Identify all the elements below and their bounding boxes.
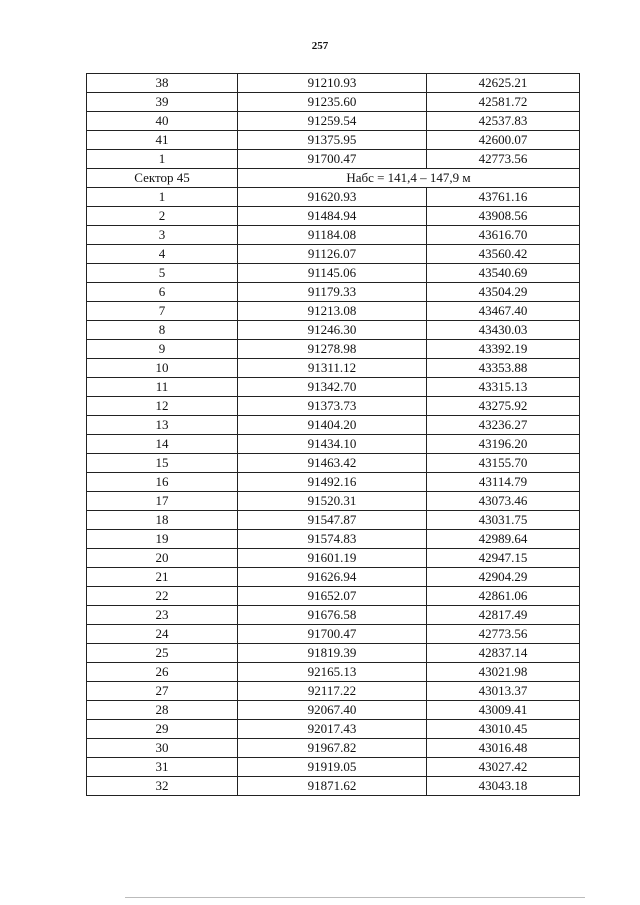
x-coordinate-cell: 91404.20	[238, 416, 427, 435]
point-number-cell: 15	[87, 454, 238, 473]
x-coordinate-cell: 91311.12	[238, 359, 427, 378]
rows-after-sector	[87, 188, 580, 796]
y-coordinate-cell: 43353.88	[427, 359, 580, 378]
coordinates-table	[86, 73, 580, 796]
x-coordinate-cell: 91547.87	[238, 511, 427, 530]
point-number-cell: 24	[87, 625, 238, 644]
y-coordinate-cell: 43616.70	[427, 226, 580, 245]
table-row	[87, 188, 580, 207]
y-coordinate-cell: 42581.72	[427, 93, 580, 112]
x-coordinate-cell: 91463.42	[238, 454, 427, 473]
y-coordinate-cell: 43540.69	[427, 264, 580, 283]
point-number-cell: 23	[87, 606, 238, 625]
y-coordinate-cell: 42537.83	[427, 112, 580, 131]
point-number-cell: 30	[87, 739, 238, 758]
x-coordinate-cell: 91520.31	[238, 492, 427, 511]
y-coordinate-cell: 43430.03	[427, 321, 580, 340]
point-number-cell: 40	[87, 112, 238, 131]
y-coordinate-cell: 43392.19	[427, 340, 580, 359]
y-coordinate-cell: 43073.46	[427, 492, 580, 511]
y-coordinate-cell: 43560.42	[427, 245, 580, 264]
y-coordinate-cell: 42989.64	[427, 530, 580, 549]
y-coordinate-cell: 42773.56	[427, 625, 580, 644]
y-coordinate-cell: 43236.27	[427, 416, 580, 435]
y-coordinate-cell: 43275.92	[427, 397, 580, 416]
point-number-cell: 22	[87, 587, 238, 606]
table-row	[87, 549, 580, 568]
x-coordinate-cell: 91967.82	[238, 739, 427, 758]
table-row	[87, 264, 580, 283]
x-coordinate-cell: 91700.47	[238, 150, 427, 169]
x-coordinate-cell: 91484.94	[238, 207, 427, 226]
table-row	[87, 454, 580, 473]
table-row	[87, 473, 580, 492]
y-coordinate-cell: 43196.20	[427, 435, 580, 454]
table-row	[87, 416, 580, 435]
table-row	[87, 93, 580, 112]
table-row	[87, 644, 580, 663]
table-row	[87, 150, 580, 169]
x-coordinate-cell: 91259.54	[238, 112, 427, 131]
x-coordinate-cell: 91700.47	[238, 625, 427, 644]
x-coordinate-cell: 92067.40	[238, 701, 427, 720]
table-row	[87, 397, 580, 416]
table-row	[87, 720, 580, 739]
y-coordinate-cell: 42861.06	[427, 587, 580, 606]
point-number-cell: 2	[87, 207, 238, 226]
point-number-cell: 16	[87, 473, 238, 492]
y-coordinate-cell: 43315.13	[427, 378, 580, 397]
sector-header-group	[87, 169, 580, 188]
x-coordinate-cell: 91184.08	[238, 226, 427, 245]
x-coordinate-cell: 91626.94	[238, 568, 427, 587]
x-coordinate-cell: 91246.30	[238, 321, 427, 340]
x-coordinate-cell: 91213.08	[238, 302, 427, 321]
table-row	[87, 625, 580, 644]
point-number-cell: 1	[87, 150, 238, 169]
y-coordinate-cell: 43043.18	[427, 777, 580, 796]
table-row	[87, 302, 580, 321]
y-coordinate-cell: 43031.75	[427, 511, 580, 530]
x-coordinate-cell: 91373.73	[238, 397, 427, 416]
table-row	[87, 492, 580, 511]
table-row	[87, 359, 580, 378]
point-number-cell: 25	[87, 644, 238, 663]
sector-label: Сектор 45	[87, 169, 238, 188]
y-coordinate-cell: 43761.16	[427, 188, 580, 207]
point-number-cell: 12	[87, 397, 238, 416]
point-number-cell: 9	[87, 340, 238, 359]
point-number-cell: 13	[87, 416, 238, 435]
x-coordinate-cell: 91278.98	[238, 340, 427, 359]
x-coordinate-cell: 91145.06	[238, 264, 427, 283]
y-coordinate-cell: 43504.29	[427, 283, 580, 302]
y-coordinate-cell: 43013.37	[427, 682, 580, 701]
x-coordinate-cell: 91652.07	[238, 587, 427, 606]
table-row	[87, 321, 580, 340]
table-row	[87, 435, 580, 454]
point-number-cell: 8	[87, 321, 238, 340]
point-number-cell: 6	[87, 283, 238, 302]
y-coordinate-cell: 42817.49	[427, 606, 580, 625]
point-number-cell: 26	[87, 663, 238, 682]
point-number-cell: 41	[87, 131, 238, 150]
x-coordinate-cell: 91375.95	[238, 131, 427, 150]
table-row	[87, 606, 580, 625]
x-coordinate-cell: 91210.93	[238, 74, 427, 93]
point-number-cell: 31	[87, 758, 238, 777]
x-coordinate-cell: 91434.10	[238, 435, 427, 454]
page-number: 257	[311, 40, 329, 52]
table-row	[87, 682, 580, 701]
x-coordinate-cell: 92017.43	[238, 720, 427, 739]
x-coordinate-cell: 91342.70	[238, 378, 427, 397]
x-coordinate-cell: 92165.13	[238, 663, 427, 682]
table-row	[87, 739, 580, 758]
table-row	[87, 245, 580, 264]
point-number-cell: 32	[87, 777, 238, 796]
table-row	[87, 340, 580, 359]
x-coordinate-cell: 91601.19	[238, 549, 427, 568]
point-number-cell: 17	[87, 492, 238, 511]
y-coordinate-cell: 43009.41	[427, 701, 580, 720]
y-coordinate-cell: 42625.21	[427, 74, 580, 93]
y-coordinate-cell: 43467.40	[427, 302, 580, 321]
y-coordinate-cell: 42947.15	[427, 549, 580, 568]
table-row	[87, 777, 580, 796]
y-coordinate-cell: 43155.70	[427, 454, 580, 473]
x-coordinate-cell: 91574.83	[238, 530, 427, 549]
y-coordinate-cell: 42773.56	[427, 150, 580, 169]
point-number-cell: 10	[87, 359, 238, 378]
y-coordinate-cell: 42904.29	[427, 568, 580, 587]
table-row	[87, 530, 580, 549]
table-row	[87, 378, 580, 397]
table-row	[87, 568, 580, 587]
table-row	[87, 758, 580, 777]
rows-before-sector	[87, 74, 580, 169]
y-coordinate-cell: 43908.56	[427, 207, 580, 226]
y-coordinate-cell: 43021.98	[427, 663, 580, 682]
table-row	[87, 74, 580, 93]
x-coordinate-cell: 91179.33	[238, 283, 427, 302]
point-number-cell: 14	[87, 435, 238, 454]
point-number-cell: 39	[87, 93, 238, 112]
table-row	[87, 701, 580, 720]
point-number-cell: 27	[87, 682, 238, 701]
table-row	[87, 587, 580, 606]
point-number-cell: 1	[87, 188, 238, 207]
point-number-cell: 3	[87, 226, 238, 245]
sector-header-row	[87, 169, 580, 188]
point-number-cell: 21	[87, 568, 238, 587]
x-coordinate-cell: 91492.16	[238, 473, 427, 492]
point-number-cell: 5	[87, 264, 238, 283]
y-coordinate-cell: 43027.42	[427, 758, 580, 777]
x-coordinate-cell: 91126.07	[238, 245, 427, 264]
point-number-cell: 18	[87, 511, 238, 530]
x-coordinate-cell: 91676.58	[238, 606, 427, 625]
point-number-cell: 4	[87, 245, 238, 264]
x-coordinate-cell: 91919.05	[238, 758, 427, 777]
y-coordinate-cell: 43010.45	[427, 720, 580, 739]
table-row	[87, 226, 580, 245]
scan-edge-line	[125, 897, 585, 898]
x-coordinate-cell: 92117.22	[238, 682, 427, 701]
y-coordinate-cell: 42837.14	[427, 644, 580, 663]
table-row	[87, 112, 580, 131]
x-coordinate-cell: 91819.39	[238, 644, 427, 663]
y-coordinate-cell: 43114.79	[427, 473, 580, 492]
point-number-cell: 38	[87, 74, 238, 93]
x-coordinate-cell: 91620.93	[238, 188, 427, 207]
point-number-cell: 28	[87, 701, 238, 720]
table-row	[87, 207, 580, 226]
x-coordinate-cell: 91235.60	[238, 93, 427, 112]
point-number-cell: 29	[87, 720, 238, 739]
y-coordinate-cell: 43016.48	[427, 739, 580, 758]
point-number-cell: 11	[87, 378, 238, 397]
table-row	[87, 131, 580, 150]
point-number-cell: 7	[87, 302, 238, 321]
x-coordinate-cell: 91871.62	[238, 777, 427, 796]
y-coordinate-cell: 42600.07	[427, 131, 580, 150]
point-number-cell: 20	[87, 549, 238, 568]
table-row	[87, 283, 580, 302]
coordinates-table-wrapper	[86, 73, 580, 796]
table-row	[87, 663, 580, 682]
table-row	[87, 511, 580, 530]
sector-height-range: Нaбс = 141,4 – 147,9 м	[238, 169, 580, 188]
point-number-cell: 19	[87, 530, 238, 549]
